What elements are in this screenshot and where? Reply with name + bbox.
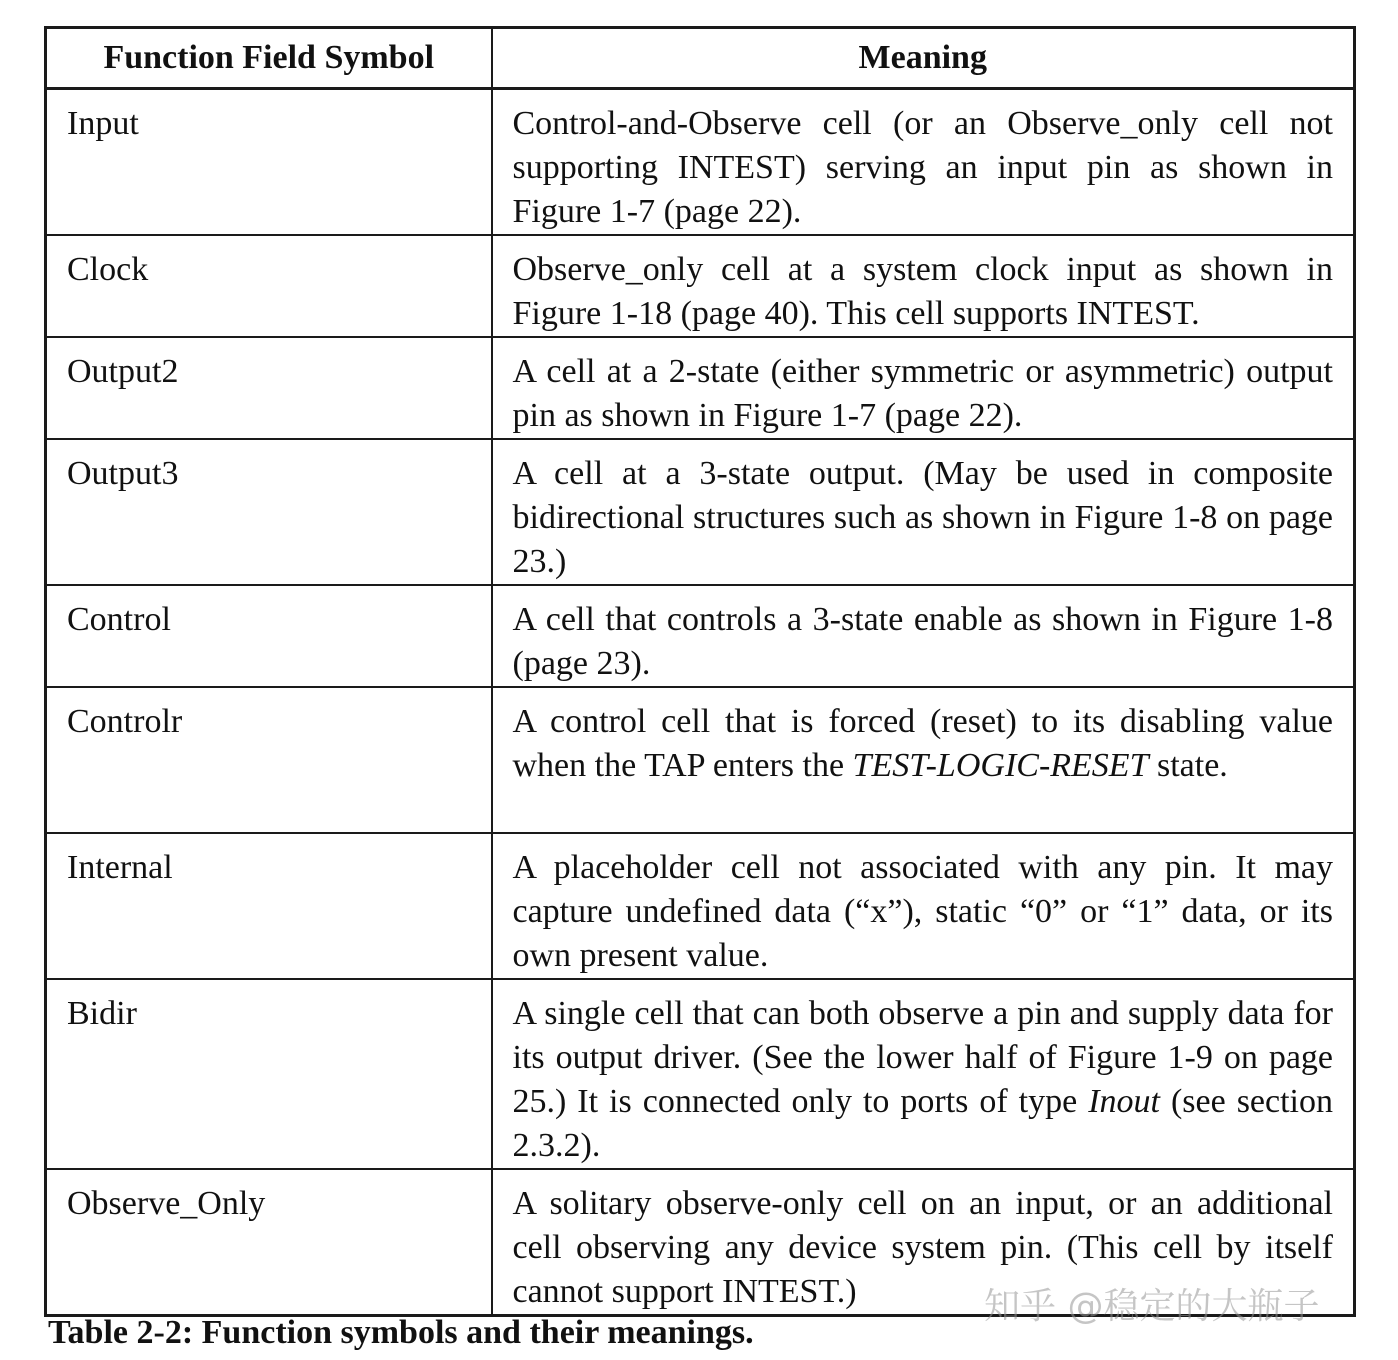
table-row (46, 585, 1355, 687)
watermark-text: 知乎 @稳定的大瓶子 (984, 1286, 1320, 1327)
meaning-text: (see section 2.3.2). (512, 1083, 1333, 1164)
symbol-cell: Output3 (46, 439, 492, 585)
symbol-cell: Input (46, 89, 492, 236)
meaning-text: A control cell that is forced (reset) to its disabling value when the TAP enters the (512, 703, 1333, 784)
header-function-field-symbol: Function Field Symbol (46, 28, 492, 89)
meaning-cell (492, 979, 1355, 1169)
meaning-cell: A solitary observe-only cell on an input, or an additional cell observing any device system pin. (This cell by itself cannot support INTEST.) (492, 1169, 1355, 1316)
function-symbols-table (44, 26, 1356, 1317)
meaning-cell: A cell that controls a 3-state enable as shown in Figure 1-8 (page 23). (492, 585, 1355, 687)
symbol-cell: Clock (46, 235, 492, 337)
meaning-emphasis: TEST-LOGIC-RESET (852, 747, 1149, 784)
table-row (46, 833, 1355, 979)
meaning-cell: A cell at a 2-state (either symmetric or asymmetric) output pin as shown in Figure 1-7 (page 22). (492, 337, 1355, 439)
meaning-cell: A cell at a 3-state output. (May be used in composite bidirectional structures such as shown in Figure 1-8 on page 23.) (492, 439, 1355, 585)
meaning-cell: A placeholder cell not associated with any pin. It may capture undefined data (“x”), static “0” or “1” data, or its own present value. (492, 833, 1355, 979)
table-row (46, 687, 1355, 833)
symbol-cell: Bidir (46, 979, 492, 1169)
symbol-cell: Output2 (46, 337, 492, 439)
table-caption: Table 2-2: Function symbols and their meanings. (48, 1314, 754, 1351)
symbol-cell: Observe_Only (46, 1169, 492, 1316)
symbol-cell: Control (46, 585, 492, 687)
table-row (46, 337, 1355, 439)
meaning-cell: Control-and-Observe cell (or an Observe_only cell not supporting INTEST) serving an input pin as shown in Figure 1-7 (page 22). (492, 89, 1355, 236)
symbol-cell: Controlr (46, 687, 492, 833)
meaning-emphasis: Inout (1088, 1083, 1160, 1120)
table-row (46, 89, 1355, 236)
table-row (46, 439, 1355, 585)
meaning-cell (492, 687, 1355, 833)
meaning-text: A single cell that can both observe a pin and supply data for its output driver. (See the lower half of Figure 1-9 on page 25.) It is connected only to ports of type (512, 995, 1333, 1120)
table-row (46, 1169, 1355, 1316)
symbol-cell: Internal (46, 833, 492, 979)
table-row (46, 235, 1355, 337)
header-meaning: Meaning (492, 28, 1355, 89)
table-row (46, 979, 1355, 1169)
meaning-text: state. (1148, 747, 1228, 784)
table-header-row (46, 28, 1355, 89)
meaning-cell: Observe_only cell at a system clock input as shown in Figure 1-18 (page 40). This cell supports INTEST. (492, 235, 1355, 337)
